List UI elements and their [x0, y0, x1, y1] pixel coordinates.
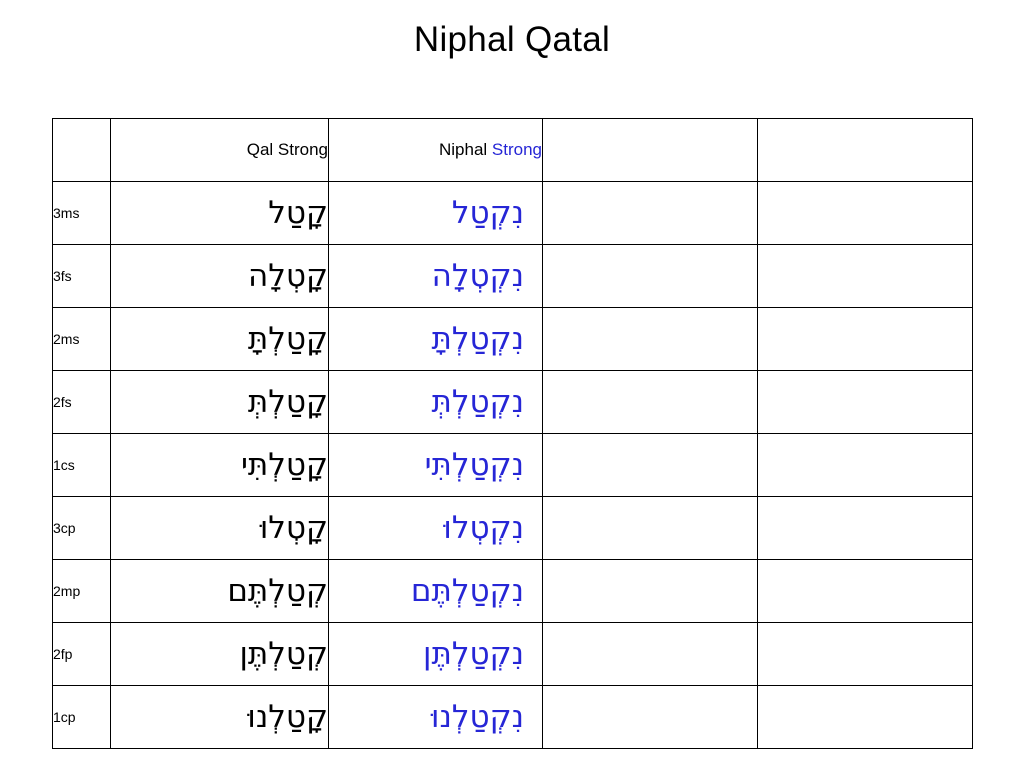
row-person: 1cp — [53, 686, 111, 749]
row-qal-form: קָטַלְתָּ — [111, 308, 329, 371]
row-blank-2 — [758, 182, 973, 245]
table-row — [53, 308, 973, 371]
row-blank-2 — [758, 245, 973, 308]
table-row — [53, 371, 973, 434]
row-niphal-form: נִקְטְלוּ — [329, 497, 543, 560]
row-blank-1 — [543, 434, 758, 497]
row-blank-1 — [543, 182, 758, 245]
header-niphal-prefix: Niphal — [438, 139, 492, 159]
table-header-row — [53, 119, 973, 182]
header-person — [53, 119, 111, 182]
header-qal: Qal Strong — [111, 119, 329, 182]
row-blank-2 — [758, 497, 973, 560]
row-niphal-form: נִקְטַלְתִּי — [329, 434, 543, 497]
row-blank-1 — [543, 371, 758, 434]
row-niphal-form: נִקְטַלְתֶּם — [329, 560, 543, 623]
page-title: Niphal Qatal — [413, 20, 611, 59]
row-person: 2mp — [53, 560, 111, 623]
row-blank-1 — [543, 308, 758, 371]
row-qal-form: קָטַלְתְּ — [111, 371, 329, 434]
row-blank-2 — [758, 623, 973, 686]
table-row — [53, 245, 973, 308]
row-niphal-form: נִקְטְלָה — [329, 245, 543, 308]
row-person: 3ms — [53, 182, 111, 245]
header-niphal-strong: Strong — [491, 139, 542, 159]
row-qal-form: קָטַלְנוּ — [111, 686, 329, 749]
row-niphal-form: נִקְטַלְתְּ — [329, 371, 543, 434]
table-row — [53, 182, 973, 245]
row-blank-1 — [543, 560, 758, 623]
table-row — [53, 497, 973, 560]
row-qal-form: קָטַלְתִּי — [111, 434, 329, 497]
row-person: 2ms — [53, 308, 111, 371]
row-blank-1 — [543, 497, 758, 560]
row-person: 1cs — [53, 434, 111, 497]
row-blank-2 — [758, 686, 973, 749]
row-blank-2 — [758, 371, 973, 434]
table-row — [53, 434, 973, 497]
row-niphal-form: נִקְטַל — [329, 182, 543, 245]
table-row — [53, 560, 973, 623]
row-person: 3fs — [53, 245, 111, 308]
row-niphal-form: נִקְטַלְנוּ — [329, 686, 543, 749]
row-qal-form: קָטַל — [111, 182, 329, 245]
row-qal-form: קָטְלוּ — [111, 497, 329, 560]
row-blank-1 — [543, 686, 758, 749]
header-blank-2 — [758, 119, 973, 182]
row-blank-2 — [758, 434, 973, 497]
row-blank-1 — [543, 623, 758, 686]
row-blank-1 — [543, 245, 758, 308]
table-row — [53, 686, 973, 749]
row-person: 3cp — [53, 497, 111, 560]
row-niphal-form: נִקְטַלְתֶּן — [329, 623, 543, 686]
row-blank-2 — [758, 308, 973, 371]
row-qal-form: קְטַלְתֶּם — [111, 560, 329, 623]
header-blank-1 — [543, 119, 758, 182]
header-niphal — [329, 119, 543, 182]
paradigm-table-container — [52, 118, 972, 749]
row-person: 2fs — [53, 371, 111, 434]
row-qal-form: קְטַלְתֶּן — [111, 623, 329, 686]
row-qal-form: קָטְלָה — [111, 245, 329, 308]
table-row — [53, 623, 973, 686]
row-person: 2fp — [53, 623, 111, 686]
paradigm-table — [52, 118, 973, 749]
row-niphal-form: נִקְטַלְתָּ — [329, 308, 543, 371]
row-blank-2 — [758, 560, 973, 623]
